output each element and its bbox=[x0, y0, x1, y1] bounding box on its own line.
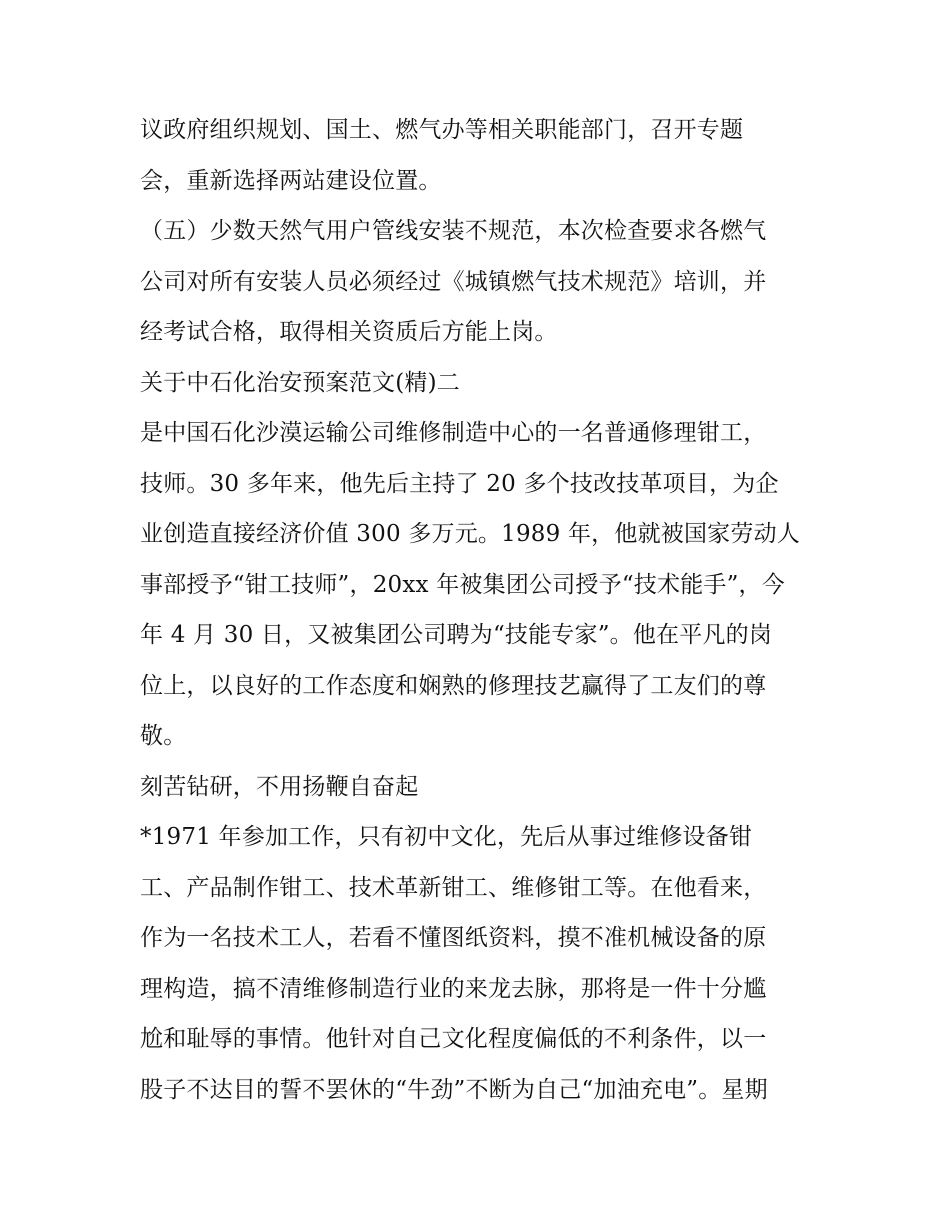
text-line: 作为一名技术工人，若看不懂图纸资料，摸不准机械设备的原 bbox=[140, 925, 767, 951]
text-line: 位上，以良好的工作态度和娴熟的修理技艺赢得了工友们的尊 bbox=[140, 673, 767, 699]
text-line: 股子不达目的誓不罢休的“牛劲”不断为自己“加油充电”。星期 bbox=[140, 1077, 768, 1103]
text-line: 业创造直接经济价值 300 多万元。1989 年，他就被国家劳动人 bbox=[140, 521, 800, 547]
text-line: 工、产品制作钳工、技术革新钳工、维修钳工等。在他看来， bbox=[140, 875, 767, 901]
text-line: 会，重新选择两站建设位置。 bbox=[140, 168, 442, 194]
text-line: 是中国石化沙漠运输公司维修制造中心的一名普通修理钳工， bbox=[140, 420, 767, 446]
text-line: （五）少数天然气用户管线安装不规范，本次检查要求各燃气 bbox=[140, 218, 767, 244]
text-line: *1971 年参加工作，只有初中文化，先后从事过维修设备钳 bbox=[140, 824, 753, 850]
text-line: 议政府组织规划、国土、燃气办等相关职能部门，召开专题 bbox=[140, 117, 744, 143]
text-line: 理构造，搞不清维修制造行业的来龙去脉，那将是一件十分尴 bbox=[140, 976, 767, 1002]
text-line: 事部授予“钳工技师”，20xx 年被集团公司授予“技术能手”，今 bbox=[140, 572, 785, 598]
text-line: 经考试合格，取得相关资质后方能上岗。 bbox=[140, 319, 558, 345]
text-line: 敬。 bbox=[140, 723, 187, 749]
text-line: 公司对所有安装人员必须经过《城镇燃气技术规范》培训，并 bbox=[140, 269, 767, 295]
text-line: 技师。30 多年来，他先后主持了 20 多个技改技革项目，为企 bbox=[140, 471, 779, 497]
section-heading: 关于中石化治安预案范文(精)二 bbox=[140, 370, 460, 396]
section-heading: 刻苦钻研，不用扬鞭自奋起 bbox=[140, 774, 419, 800]
text-line: 年 4 月 30 日，又被集团公司聘为“技能专家”。他在平凡的岗 bbox=[140, 622, 773, 648]
text-line: 尬和耻辱的事情。他针对自己文化程度偏低的不利条件，以一 bbox=[140, 1026, 767, 1052]
